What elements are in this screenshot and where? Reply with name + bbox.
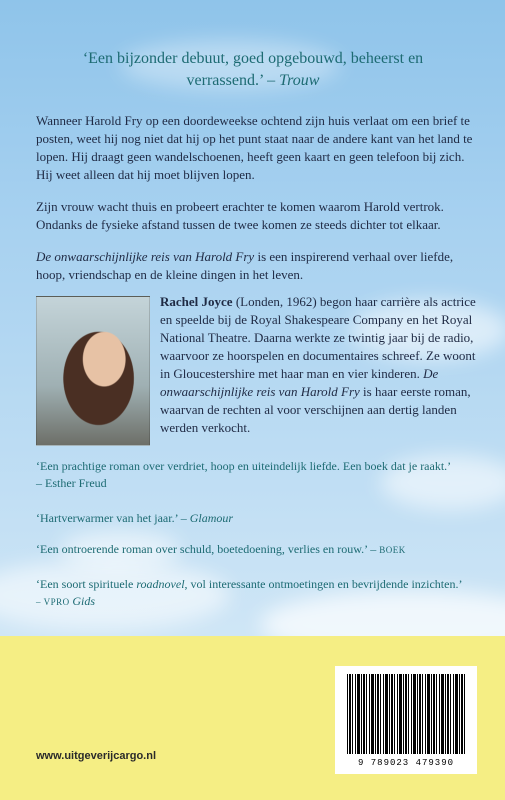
top-quote-source: Trouw [279,72,320,89]
praise-quote-text: ‘Een prachtige roman over verdriet, hoop en uiteindelijk liefde. Een boek dat je raakt.’ [36,459,452,473]
praise-quote-source-prefix: – VPRO [36,597,73,607]
praise-quote-text: ‘Hartverwarmer van het jaar.’ – [36,511,190,525]
praise-quote [36,510,482,527]
barcode-number: 9 789023 479390 [357,758,454,768]
top-quote [60,48,446,92]
praise-quote [36,576,482,611]
synopsis [36,112,476,298]
barcode-bars [347,674,465,754]
praise-quote-source: – Esther Freud [36,476,107,490]
praise-quote-source: Gids [72,594,96,608]
author-photo [36,296,150,446]
synopsis-paragraph-3 [36,248,476,284]
bio-text-2: is haar eerste roman, waarvan de rechten al voor verschijnen aan dertig landen werden verkocht. [160,384,471,435]
praise-quote-source: Glamour [189,511,234,525]
praise-quote [36,541,482,559]
publisher-website: www.uitgeverijcargo.nl [36,750,157,762]
author-name: Rachel Joyce [160,294,233,309]
praise-quote-emphasis: roadnovel [136,577,185,591]
praise-quote-text: ‘Een ontroerende roman over schuld, boetedoening, verlies en rouw.’ – [36,542,380,556]
synopsis-paragraph-3-text: is een inspirerend verhaal over liefde, hoop, vriendschap en de kleine dingen in het leven. [36,249,454,282]
barcode [335,666,477,774]
praise-quote-text-end: , vol interessante ontmoetingen en bevrijdende inzichten.’ [184,577,463,591]
bio-text-1: (Londen, 1962) begon haar carrière als actrice en speelde bij de Royal Shakespeare Company en het Royal National Theatre. Daarna werkte ze twintig jaar bij de radio, waarvoor ze hoorspelen en documentaires schreef. Ze woont in Gloucestershire met haar man en vier kinderen. [160,294,476,381]
author-bio [160,293,476,437]
synopsis-paragraph-2: Zijn vrouw wacht thuis en probeert erachter te komen waarom Harold vertrok. Ondanks de fysieke afstand tussen de twee komen ze steeds dichter tot elkaar. [36,199,444,232]
praise-quote [36,458,482,492]
praise-quote-text: ‘Een soort spirituele [36,577,137,591]
top-quote-text: ‘Een bijzonder debuut, goed opgebouwd, beheerst en verrassend.’ – [82,50,424,89]
praise-quote-source: BOEK [379,545,406,555]
book-title: De onwaarschijnlijke reis van Harold Fry [36,249,255,264]
synopsis-paragraph-1: Wanneer Harold Fry op een doordeweekse ochtend zijn huis verlaat om een brief te posten, weet hij nog niet dat hij op het punt staat naar de andere kant van het land te lopen. Hij draagt geen wandelschoenen, heeft geen kaart en geen telefoon bij zich. Hij weet alleen dat hij moet blijven lopen. [36,113,473,182]
bio-book-title: De onwaarschijnlijke reis van Harold Fry [160,366,439,399]
